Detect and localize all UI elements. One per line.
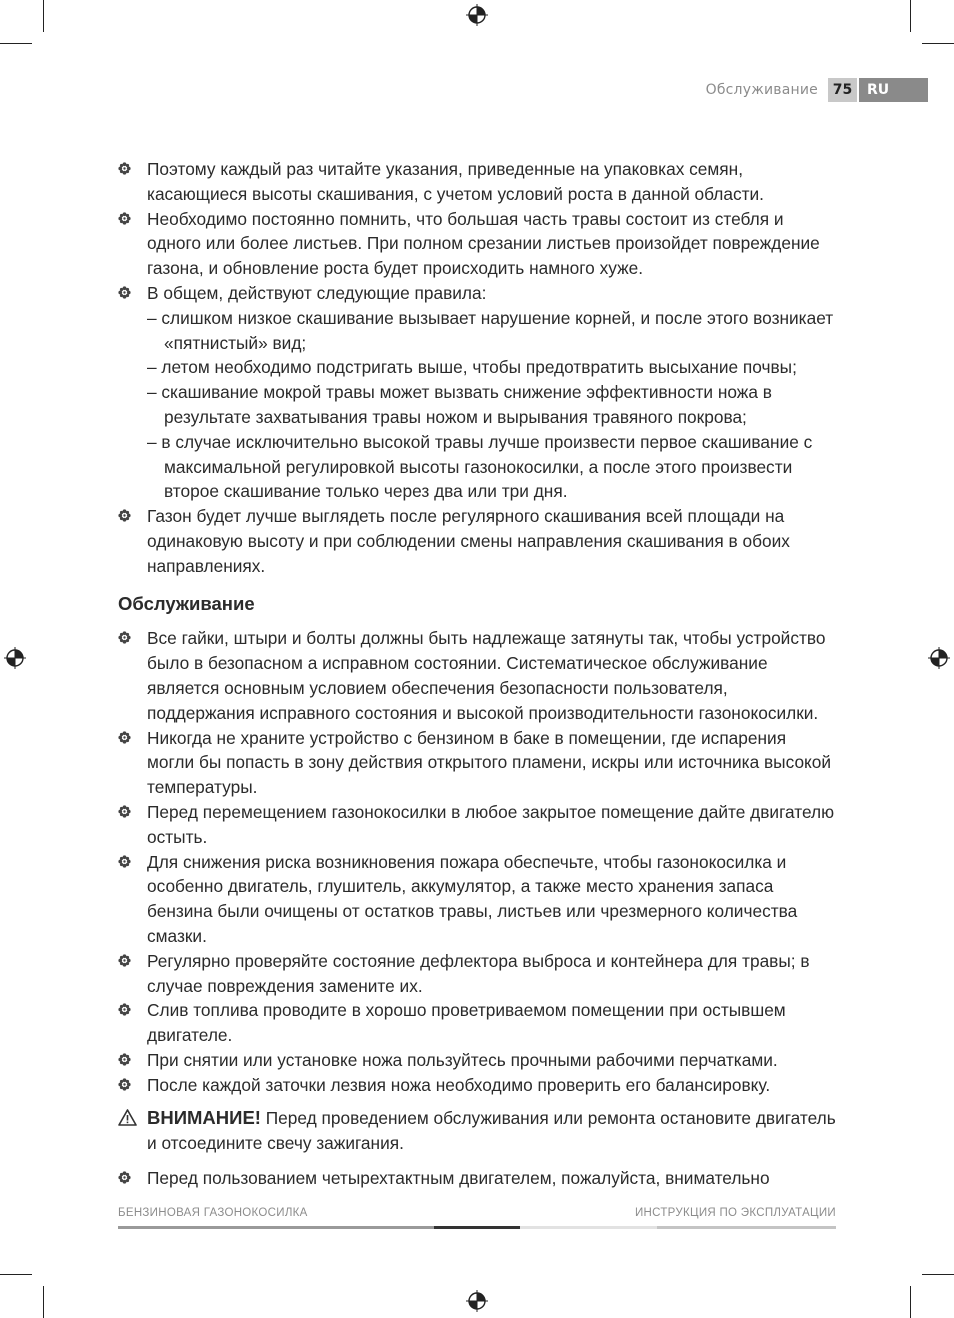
- flower-bullet-icon: [118, 509, 131, 522]
- list-item: [118, 207, 838, 281]
- list-item-text: Поэтому каждый раз читайте указания, приведенные на упаковках семян, касающиеся высоты скашивания, с учетом условий роста в данной области.: [147, 159, 764, 204]
- crop-mark: [0, 1274, 32, 1275]
- list-item: [118, 1166, 838, 1191]
- crop-mark: [910, 0, 911, 32]
- crop-mark: [0, 43, 32, 44]
- flower-bullet-icon: [118, 212, 131, 225]
- footer-document-type: ИНСТРУКЦИЯ ПО ЭКСПЛУАТАЦИИ: [634, 1207, 836, 1219]
- list-item: [118, 850, 838, 949]
- list-item-text: В общем, действуют следующие правила:: [147, 282, 487, 303]
- registration-mark-icon: [4, 647, 26, 669]
- crop-mark: [922, 1274, 954, 1275]
- rule-item: – в случае исключительно высокой травы лучше произвести первое скашивание с максимальной регулировкой высоты газонокосилки, а после этого произвести второе скашивание только через два или три дня.: [147, 431, 813, 502]
- page-number: 75: [828, 78, 857, 102]
- rule-item: – летом необходимо подстригать выше, чтобы предотвратить высыхание почвы;: [147, 357, 797, 378]
- list-item: [118, 1048, 838, 1073]
- rule-item: – слишком низкое скашивание вызывает нарушение корней, и после этого возникает «пятнистый» вид;: [147, 307, 834, 353]
- footer-rule: [520, 1226, 657, 1229]
- flower-bullet-icon: [118, 1078, 131, 1091]
- warning-title: ВНИМАНИЕ!: [147, 1107, 261, 1129]
- flower-bullet-icon: [118, 855, 131, 868]
- list-item-text: Перед пользованием четырехтактным двигателем, пожалуйста, внимательно: [147, 1168, 770, 1189]
- footer-rule: [434, 1226, 520, 1229]
- list-item: [118, 157, 838, 207]
- list-item: [118, 800, 838, 850]
- crop-mark: [910, 1286, 911, 1318]
- list-item: [118, 1073, 838, 1098]
- list-item: [118, 626, 838, 725]
- crop-mark: [43, 1286, 44, 1318]
- list-item-text: Газон будет лучше выглядеть после регулярного скашивания всей площади на одинаковую высоту и при соблюдении смены направления скашивания в обоих направлениях.: [147, 506, 790, 576]
- flower-bullet-icon: [118, 162, 131, 175]
- warning-notice: [118, 1106, 838, 1156]
- list-item: [118, 998, 838, 1048]
- flower-bullet-icon: [118, 1053, 131, 1066]
- registration-mark-icon: [466, 4, 488, 26]
- section-heading: Обслуживание: [118, 592, 255, 614]
- flower-bullet-icon: [118, 805, 131, 818]
- flower-bullet-icon: [118, 631, 131, 644]
- list-item-text: Слив топлива проводите в хорошо проветриваемом помещении при остывшем двигателе.: [147, 1000, 786, 1046]
- page-content: [118, 157, 838, 1191]
- flower-bullet-icon: [118, 1171, 131, 1184]
- list-item-text: Необходимо постоянно помнить, что большая часть травы состоит из стебля и одного или более листьев. При полном срезании листьев произойдет повреждение газона, и обновление роста будет происходить намного хуже.: [147, 208, 820, 279]
- list-item-text: Перед перемещением газонокосилки в любое закрытое помещение дайте двигателю остыть.: [147, 801, 835, 847]
- footer-rule: [118, 1226, 434, 1229]
- list-item: [118, 281, 838, 306]
- header-section-title: Обслуживание: [705, 82, 818, 98]
- flower-bullet-icon: [118, 954, 131, 967]
- list-item-text: Все гайки, штыри и болты должны быть надлежаще затянуты так, чтобы устройство было в безопасном а исправном состоянии. Систематическое обслуживание является основным условием обеспечения безопасности пользователя, поддержания исправного состояния и высокой производительности газонокосилки.: [147, 628, 826, 723]
- list-item-text: При снятии или установке ножа пользуйтесь прочными рабочими перчатками.: [147, 1049, 778, 1070]
- list-item-text: После каждой заточки лезвия ножа необходимо проверить его балансировку.: [147, 1074, 771, 1095]
- warning-triangle-icon: [118, 1109, 137, 1126]
- registration-mark-icon: [466, 1290, 488, 1312]
- crop-mark: [43, 0, 44, 32]
- footer-product-name: БЕНЗИНОВАЯ ГАЗОНОКОСИЛКА: [118, 1207, 308, 1219]
- list-item: [118, 726, 838, 800]
- list-item: [118, 504, 838, 578]
- list-item-text: Никогда не храните устройство с бензином в баке в помещении, где испарения могли бы попасть в зону действия открытого пламени, искры или источника высокой температуры.: [147, 727, 832, 798]
- rule-item: – скашивание мокрой травы может вызвать снижение эффективности ножа в результате захватывания травы ножом и вырывания травяного покрова;: [147, 382, 772, 427]
- crop-mark: [922, 43, 954, 44]
- list-item-text: Для снижения риска возникновения пожара обеспечьте, чтобы газонокосилка и особенно двигатель, глушитель, аккумулятор, а также место хранения запаса бензина были очищены от остатков травы, листьев или чрезмерного количества смазки.: [147, 851, 798, 946]
- language-tab: RU: [859, 78, 928, 102]
- registration-mark-icon: [928, 647, 950, 669]
- flower-bullet-icon: [118, 286, 131, 299]
- list-item: [118, 949, 838, 999]
- warning-text: Перед проведением обслуживания или ремонта остановите двигатель и отсоедините свечу зажигания.: [147, 1108, 836, 1154]
- list-item-text: Регулярно проверяйте состояние дефлектора выброса и контейнера для травы; в случае повреждения замените их.: [147, 950, 810, 996]
- footer-rule: [657, 1226, 836, 1229]
- flower-bullet-icon: [118, 1003, 131, 1016]
- flower-bullet-icon: [118, 731, 131, 744]
